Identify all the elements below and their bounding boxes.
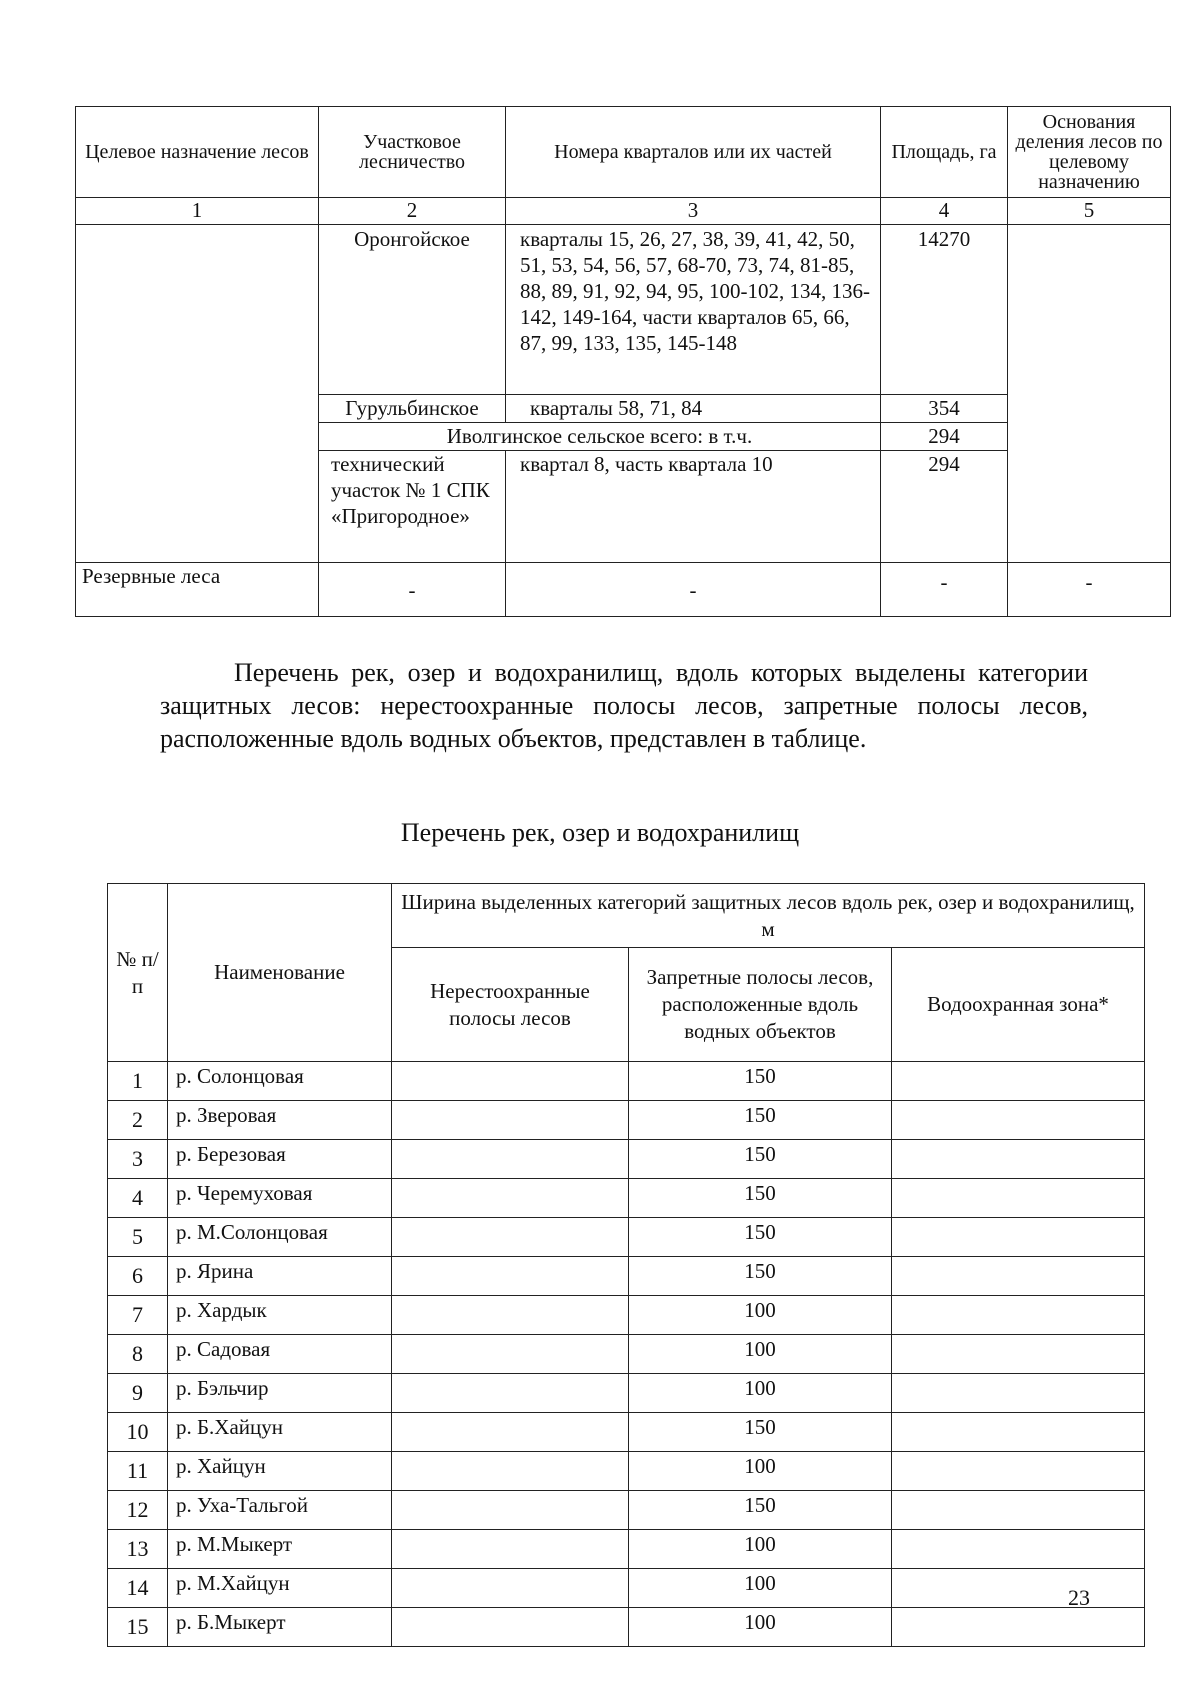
table-row: [108, 1101, 1145, 1140]
water-protection-width: [892, 1062, 1145, 1101]
river-name: р. Б.Мыкерт: [168, 1608, 392, 1647]
header-width-group: Ширина выделенных категорий защитных лесов вдоль рек, озер и водохранилищ, м: [392, 884, 1145, 948]
table-row: [108, 1374, 1145, 1413]
intro-paragraph: Перечень рек, озер и водохранилищ, вдоль которых выделены категории защитных лесов: нерестоохранные полосы лесов, запретные полосы лесов, расположенные вдоль водных объектов, представлен в таблице.: [160, 658, 1088, 753]
row-number: 2: [108, 1101, 168, 1140]
header-purpose: Целевое назначение лесов: [76, 107, 319, 198]
water-protection-width: [892, 1491, 1145, 1530]
area-value: 294: [881, 451, 1008, 563]
row-number: 10: [108, 1413, 168, 1452]
row-number: 12: [108, 1491, 168, 1530]
river-name: р. Березовая: [168, 1140, 392, 1179]
forbidden-strip-width: 150: [629, 1218, 892, 1257]
area-value: 14270: [881, 225, 1008, 395]
spawning-strip-width: [392, 1101, 629, 1140]
table-caption: Перечень рек, озер и водохранилищ: [400, 818, 800, 847]
forbidden-strip-width: 150: [629, 1413, 892, 1452]
area-value: 354: [881, 395, 1008, 423]
row-number: 5: [108, 1218, 168, 1257]
table-row: [108, 1140, 1145, 1179]
table-row: [108, 1179, 1145, 1218]
river-name: р. Ярина: [168, 1257, 392, 1296]
purpose-cell-empty: [76, 225, 319, 563]
basis-value: -: [1008, 563, 1171, 617]
river-name: р. Уха-Тальгой: [168, 1491, 392, 1530]
row-number: 15: [108, 1608, 168, 1647]
spawning-strip-width: [392, 1569, 629, 1608]
header-basis: Основания деления лесов по целевому назначению: [1008, 107, 1171, 198]
table-row: [108, 1257, 1145, 1296]
river-name: р. Хардык: [168, 1296, 392, 1335]
table-row: [108, 1608, 1145, 1647]
table-row: [108, 1452, 1145, 1491]
rivers-table: [107, 883, 1145, 1647]
header-name: Наименование: [168, 884, 392, 1062]
area-value: 294: [881, 423, 1008, 451]
page-number: 23: [1068, 1585, 1090, 1610]
forestry-name: Гурульбинское: [319, 395, 506, 423]
column-index-1: 1: [76, 198, 319, 225]
spawning-strip-width: [392, 1179, 629, 1218]
table-row: [108, 1569, 1145, 1608]
river-name: р. М.Хайцун: [168, 1569, 392, 1608]
table1-header-row: [76, 107, 1171, 198]
table-row: [108, 1218, 1145, 1257]
table1-column-index-row: [76, 198, 1171, 225]
column-index-5: 5: [1008, 198, 1171, 225]
forestry-name: Оронгойское: [319, 225, 506, 395]
row-number: 8: [108, 1335, 168, 1374]
water-protection-width: [892, 1452, 1145, 1491]
spawning-strip-width: [392, 1140, 629, 1179]
water-protection-width: [892, 1413, 1145, 1452]
water-protection-width: [892, 1218, 1145, 1257]
rivers-table-body: [108, 1062, 1145, 1647]
spawning-strip-width: [392, 1257, 629, 1296]
forbidden-strip-width: 150: [629, 1062, 892, 1101]
column-index-4: 4: [881, 198, 1008, 225]
row-number: 11: [108, 1452, 168, 1491]
water-protection-width: [892, 1140, 1145, 1179]
quarters-list: квартал 8, часть квартала 10: [506, 451, 881, 563]
forbidden-strip-width: 150: [629, 1140, 892, 1179]
table-row: [108, 1296, 1145, 1335]
forest-purpose-table: [75, 106, 1171, 617]
row-number: 14: [108, 1569, 168, 1608]
row-number: 3: [108, 1140, 168, 1179]
spawning-strip-width: [392, 1413, 629, 1452]
river-name: р. Солонцовая: [168, 1062, 392, 1101]
river-name: р. М.Солонцовая: [168, 1218, 392, 1257]
water-protection-width: [892, 1296, 1145, 1335]
water-protection-width: [892, 1257, 1145, 1296]
river-name: р. Б.Хайцун: [168, 1413, 392, 1452]
basis-cell-empty: [1008, 225, 1171, 563]
table-row: [108, 1335, 1145, 1374]
table-row: [108, 1491, 1145, 1530]
forbidden-strip-width: 100: [629, 1569, 892, 1608]
header-area: Площадь, га: [881, 107, 1008, 198]
column-index-3: 3: [506, 198, 881, 225]
purpose-name: Резервные леса: [76, 563, 319, 617]
river-name: р. Бэльчир: [168, 1374, 392, 1413]
quarters-list: -: [506, 563, 881, 617]
table-row: [76, 563, 1171, 617]
water-protection-width: [892, 1374, 1145, 1413]
river-name: р. М.Мыкерт: [168, 1530, 392, 1569]
header-forestry: Участковое лесничество: [319, 107, 506, 198]
subtotal-label: Иволгинское сельское всего: в т.ч.: [319, 423, 881, 451]
forbidden-strip-width: 100: [629, 1608, 892, 1647]
river-name: р. Хайцун: [168, 1452, 392, 1491]
row-number: 13: [108, 1530, 168, 1569]
header-spawning-strips: Нерестоохранные полосы лесов: [392, 948, 629, 1062]
water-protection-width: [892, 1101, 1145, 1140]
table-row: [108, 1413, 1145, 1452]
river-name: р. Садовая: [168, 1335, 392, 1374]
spawning-strip-width: [392, 1296, 629, 1335]
forbidden-strip-width: 150: [629, 1101, 892, 1140]
spawning-strip-width: [392, 1374, 629, 1413]
river-name: р. Черемуховая: [168, 1179, 392, 1218]
row-number: 7: [108, 1296, 168, 1335]
spawning-strip-width: [392, 1452, 629, 1491]
water-protection-width: [892, 1530, 1145, 1569]
water-protection-width: [892, 1335, 1145, 1374]
spawning-strip-width: [392, 1218, 629, 1257]
quarters-list: кварталы 58, 71, 84: [506, 395, 881, 423]
water-protection-width: [892, 1569, 1145, 1608]
header-forbidden-strips: Запретные полосы лесов, расположенные вдоль водных объектов: [629, 948, 892, 1062]
forestry-name: технический участок № 1 СПК «Пригородное»: [319, 451, 506, 563]
water-protection-width: [892, 1179, 1145, 1218]
forestry-name: -: [319, 563, 506, 617]
forbidden-strip-width: 150: [629, 1491, 892, 1530]
area-value: -: [881, 563, 1008, 617]
quarters-list: кварталы 15, 26, 27, 38, 39, 41, 42, 50, 51, 53, 54, 56, 57, 68-70, 73, 74, 81-85, 88, 89, 91, 92, 94, 95, 100-102, 134, 136-142, 149-164, части кварталов 65, 66, 87, 99, 133, 135, 145-148: [506, 225, 881, 395]
spawning-strip-width: [392, 1062, 629, 1101]
forbidden-strip-width: 100: [629, 1296, 892, 1335]
forbidden-strip-width: 100: [629, 1374, 892, 1413]
table-row: [76, 225, 1171, 395]
table-row: [108, 1062, 1145, 1101]
forbidden-strip-width: 100: [629, 1452, 892, 1491]
header-water-protection-zone: Водоохранная зона*: [892, 948, 1145, 1062]
water-protection-width: [892, 1608, 1145, 1647]
spawning-strip-width: [392, 1335, 629, 1374]
row-number: 9: [108, 1374, 168, 1413]
forbidden-strip-width: 100: [629, 1530, 892, 1569]
forbidden-strip-width: 150: [629, 1257, 892, 1296]
row-number: 1: [108, 1062, 168, 1101]
row-number: 4: [108, 1179, 168, 1218]
table-row: [108, 1530, 1145, 1569]
header-quarters: Номера кварталов или их частей: [506, 107, 881, 198]
row-number: 6: [108, 1257, 168, 1296]
river-name: р. Зверовая: [168, 1101, 392, 1140]
column-index-2: 2: [319, 198, 506, 225]
table2-header-row: [108, 884, 1145, 948]
header-number: № п/п: [108, 884, 168, 1062]
spawning-strip-width: [392, 1530, 629, 1569]
forbidden-strip-width: 150: [629, 1179, 892, 1218]
forbidden-strip-width: 100: [629, 1335, 892, 1374]
spawning-strip-width: [392, 1608, 629, 1647]
spawning-strip-width: [392, 1491, 629, 1530]
